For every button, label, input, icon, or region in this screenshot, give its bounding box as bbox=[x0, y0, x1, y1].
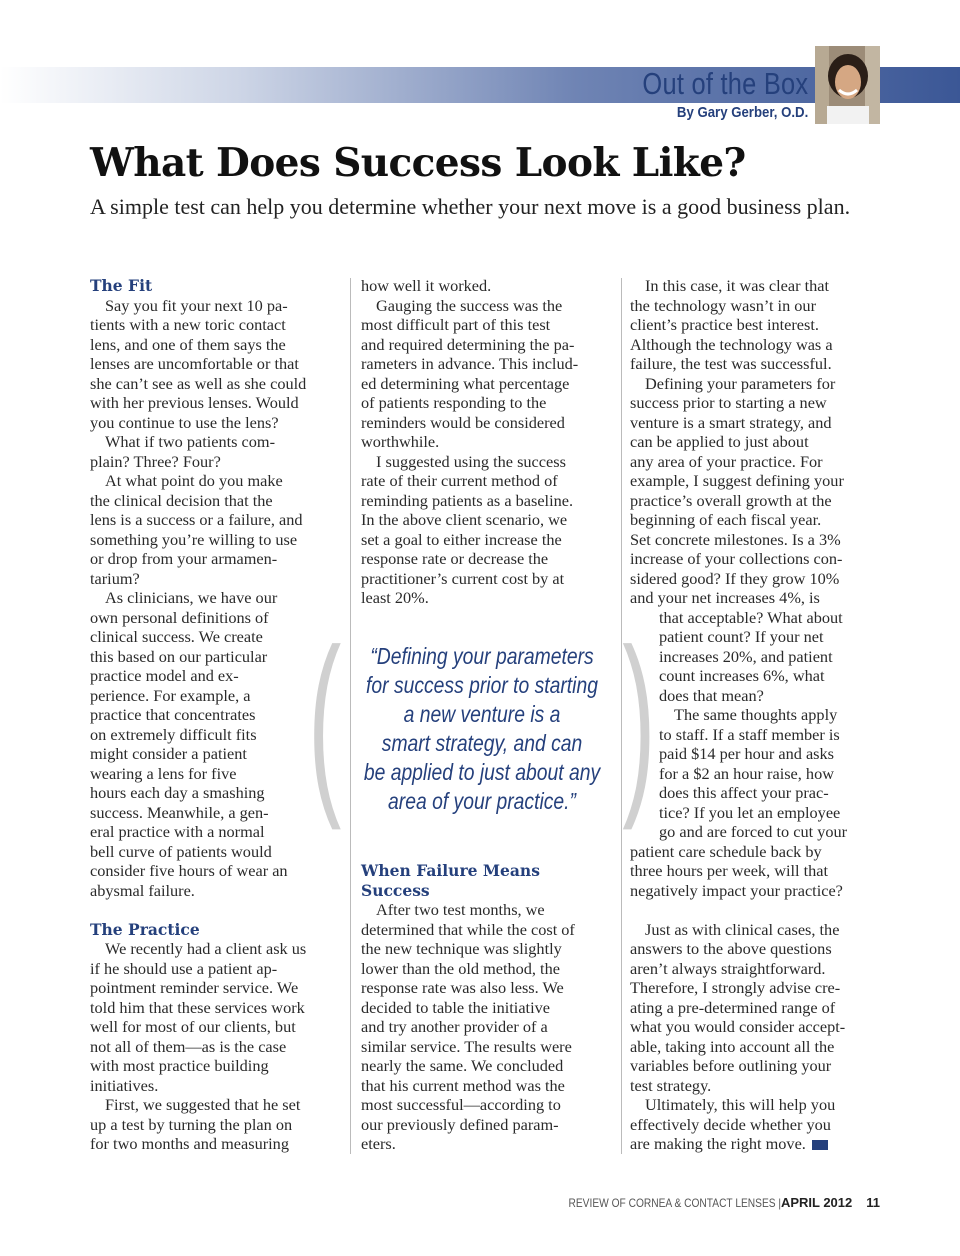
body-text-line: Although the technology was a bbox=[630, 334, 833, 354]
page-number: 11 bbox=[866, 1195, 880, 1210]
body-text-line: example, I suggest defining your bbox=[630, 471, 844, 490]
section-heading: When Failure Means bbox=[361, 861, 540, 880]
column-title: Out of the Box bbox=[642, 66, 808, 101]
article-deck: A simple test can help you determine whether your next move is a good business plan. bbox=[90, 194, 851, 219]
body-text-line: rate of their current method of bbox=[361, 471, 558, 490]
pull-quote-open-paren: ( bbox=[308, 608, 342, 831]
body-text-line: on extremely difficult fits bbox=[90, 724, 257, 744]
body-text-line: wearing a lens for five bbox=[90, 763, 237, 783]
body-text-line: hours each day a smashing bbox=[90, 783, 265, 802]
body-text-line: tients with a new toric contact bbox=[90, 315, 286, 334]
paragraph-gap bbox=[630, 900, 882, 920]
body-text-line: lens is a success or a failure, and bbox=[90, 510, 303, 529]
body-text-line: practice’s overall growth at the bbox=[630, 490, 832, 510]
paragraph-gap bbox=[90, 900, 340, 920]
body-text-line: of patients responding to the bbox=[361, 393, 547, 412]
pull-quote-line: “Defining your parameters bbox=[370, 643, 594, 669]
body-text-line: worthwhile. bbox=[361, 432, 440, 451]
body-text-line: answers to the above questions bbox=[630, 939, 832, 958]
body-text-line: lenses are uncomfortable or that bbox=[90, 354, 299, 373]
pull-quote-close-paren: ) bbox=[622, 608, 656, 831]
body-text-line: tice? If you let an employee bbox=[659, 802, 841, 822]
body-text-line: least 20%. bbox=[361, 588, 429, 607]
body-text-line: most difficult part of this test bbox=[361, 315, 551, 334]
body-text-line: venture is a smart strategy, and bbox=[630, 412, 832, 432]
body-text-line: failure, the test was successful. bbox=[630, 354, 832, 373]
body-text-line: Just as with clinical cases, the bbox=[645, 919, 840, 939]
body-text-line: initiatives. bbox=[90, 1075, 159, 1095]
body-text-line: response rate or decrease the bbox=[361, 549, 549, 568]
body-text-line: bell curve of patients would bbox=[90, 841, 272, 861]
body-text-line: At what point do you make bbox=[105, 471, 283, 490]
body-text-line: perience. For example, a bbox=[90, 685, 251, 705]
body-text-line: patient count? If your net bbox=[659, 627, 824, 646]
body-text-line: for two months and measuring bbox=[90, 1134, 289, 1153]
author-portrait-icon bbox=[815, 46, 880, 124]
body-text-line: eters. bbox=[361, 1134, 396, 1153]
body-text-line: practitioner’s current cost by at bbox=[361, 568, 565, 588]
body-text-line: increases 20%, and patient bbox=[659, 646, 833, 666]
body-text-line: any area of your practice. For bbox=[630, 451, 823, 471]
body-text-line: lens, and one of them says the bbox=[90, 334, 286, 354]
body-text-line: response rate was also less. We bbox=[361, 978, 564, 997]
body-text-line: sidered good? If they grow 10% bbox=[630, 568, 840, 588]
body-text-line: up a test by turning the plan on bbox=[90, 1114, 293, 1134]
body-text-line: with most practice building bbox=[90, 1056, 269, 1075]
body-text-line: ating a pre-determined range of bbox=[630, 997, 836, 1017]
body-text-line: if he should use a patient ap- bbox=[90, 958, 278, 978]
body-text-line: abysmal failure. bbox=[90, 880, 195, 900]
body-text-line: Therefore, I strongly advise cre- bbox=[630, 978, 841, 997]
body-text-line: success prior to starting a new bbox=[630, 393, 827, 412]
column-2-top bbox=[361, 276, 613, 608]
column-2-bottom bbox=[361, 861, 613, 1154]
pull-quote-line: area of your practice.” bbox=[388, 788, 576, 814]
body-text-line: plain? Three? Four? bbox=[90, 451, 221, 471]
body-text-line: effectively decide whether you bbox=[630, 1114, 831, 1134]
section-heading: The Fit bbox=[90, 276, 153, 295]
body-text-line: does this affect your prac- bbox=[659, 783, 829, 802]
body-text-line: most successful—according to bbox=[361, 1095, 561, 1114]
pull-quote-text bbox=[322, 642, 642, 816]
author-photo bbox=[815, 46, 880, 124]
pull-quote-line: for success prior to starting bbox=[366, 672, 598, 698]
body-text-line: she can’t see as well as she could bbox=[90, 373, 307, 393]
body-text-line: the new technique was slightly bbox=[361, 939, 562, 958]
body-text-line: well for most of our clients, but bbox=[90, 1017, 296, 1036]
body-text-line: you continue to use the lens? bbox=[90, 412, 279, 432]
body-text-line: that his current method was the bbox=[361, 1075, 565, 1095]
body-text-line: own personal definitions of bbox=[90, 607, 269, 627]
body-text-line: Ultimately, this will help you bbox=[645, 1095, 836, 1114]
footer-publication: REVIEW OF CORNEA & CONTACT LENSES | bbox=[568, 1196, 781, 1210]
body-text-line: our previously defined param- bbox=[361, 1114, 559, 1134]
body-text-line: that acceptable? What about bbox=[659, 607, 843, 627]
body-text-line: aren’t always straightforward. bbox=[630, 958, 826, 978]
section-heading: The Practice bbox=[90, 919, 200, 939]
body-text-line: and your net increases 4%, is bbox=[630, 588, 820, 607]
body-text-line: test strategy. bbox=[630, 1075, 712, 1095]
body-text-line: eral practice with a normal bbox=[90, 822, 265, 841]
body-text-line: with her previous lenses. Would bbox=[90, 393, 299, 412]
body-text-line: count increases 6%, what bbox=[659, 666, 825, 685]
section-heading: Success bbox=[361, 880, 430, 900]
body-text-line: lower than the old method, the bbox=[361, 958, 560, 978]
body-text-line: Defining your parameters for bbox=[645, 373, 836, 393]
body-text-line: variables before outlining your bbox=[630, 1056, 832, 1075]
body-text-line: three hours per week, will that bbox=[630, 861, 829, 880]
body-text-line: What if two patients com- bbox=[105, 432, 275, 451]
footer-date: APRIL 2012 bbox=[780, 1195, 853, 1210]
body-text-line: paid $14 per hour and asks bbox=[659, 744, 834, 763]
body-text-line: not all of them—as is the case bbox=[90, 1036, 287, 1056]
pull-quote-line: be applied to just about any bbox=[363, 759, 601, 785]
body-text-line: ed determining what percentage bbox=[361, 373, 570, 393]
column-1 bbox=[90, 276, 340, 1154]
body-text-line: patient care schedule back by bbox=[630, 841, 822, 861]
body-text-line: to staff. If a staff member is bbox=[659, 724, 840, 744]
pull-quote-line: smart strategy, and can bbox=[381, 730, 583, 756]
body-text-line: pointment reminder service. We bbox=[90, 978, 299, 997]
body-text-line: I suggested using the success bbox=[376, 451, 566, 471]
author-byline: By Gary Gerber, O.D. bbox=[676, 104, 808, 121]
body-text-line: something you’re willing to use bbox=[90, 529, 298, 549]
body-text-line: practice that concentrates bbox=[90, 705, 256, 724]
body-text-line: increase of your collections con- bbox=[630, 549, 843, 568]
body-text-line: practice model and ex- bbox=[90, 666, 239, 685]
body-text-line: set a goal to either increase the bbox=[361, 529, 562, 549]
body-text-line: We recently had a client ask us bbox=[105, 939, 307, 958]
body-text-line: the technology wasn’t in our bbox=[630, 295, 816, 315]
body-text-line: negatively impact your practice? bbox=[630, 880, 843, 900]
body-text-line: Set concrete milestones. Is a 3% bbox=[630, 529, 841, 549]
pull-quote-line: a new venture is a bbox=[403, 701, 561, 727]
body-text-line: rameters in advance. This includ- bbox=[361, 354, 579, 373]
body-text-line: does that mean? bbox=[659, 685, 764, 705]
body-text-line: As clinicians, we have our bbox=[105, 588, 278, 607]
body-text-line: determined that while the cost of bbox=[361, 919, 575, 939]
body-text-line: for a $2 an hour raise, how bbox=[659, 763, 834, 783]
body-text-line: the clinical decision that the bbox=[90, 490, 273, 510]
body-text-line: decided to table the initiative bbox=[361, 997, 550, 1017]
body-text-line: tarium? bbox=[90, 568, 140, 588]
body-text-end: are making the right move. bbox=[630, 1134, 806, 1153]
body-text-line: told him that these services work bbox=[90, 997, 305, 1017]
body-text-line: might consider a patient bbox=[90, 744, 247, 763]
body-text-line: and required determining the pa- bbox=[361, 334, 575, 354]
end-of-article-icon bbox=[812, 1140, 828, 1150]
article-headline: What Does Success Look Like? bbox=[90, 140, 746, 186]
body-text-line: can be applied to just about bbox=[630, 432, 809, 451]
body-text-line: reminding patients as a baseline. bbox=[361, 490, 574, 510]
body-text-line: similar service. The results were bbox=[361, 1036, 572, 1056]
body-text-line: Gauging the success was the bbox=[376, 295, 563, 315]
body-text-line: Say you fit your next 10 pa- bbox=[105, 295, 288, 315]
body-text-line: this based on our particular bbox=[90, 646, 268, 666]
column-3 bbox=[630, 276, 882, 1154]
body-text-line: The same thoughts apply bbox=[674, 705, 838, 724]
body-text-line: or drop from your armamen- bbox=[90, 549, 278, 568]
body-text-line: client’s practice best interest. bbox=[630, 315, 819, 334]
body-text-line: In the above client scenario, we bbox=[361, 510, 568, 529]
body-text-line: reminders would be considered bbox=[361, 412, 565, 432]
body-text-line: consider five hours of wear an bbox=[90, 861, 288, 880]
page-footer bbox=[531, 1195, 880, 1210]
body-text-line: After two test months, we bbox=[376, 900, 545, 919]
pull-quote bbox=[308, 608, 656, 831]
body-text-line: success. Meanwhile, a gen- bbox=[90, 802, 269, 822]
body-text-line: go and are forced to cut your bbox=[659, 822, 848, 841]
body-text-line: and try another provider of a bbox=[361, 1017, 548, 1036]
body-text-line: able, taking into account all the bbox=[630, 1036, 835, 1056]
body-text-line bbox=[630, 1134, 882, 1154]
body-text-line: clinical success. We create bbox=[90, 627, 263, 646]
body-text-line: First, we suggested that he set bbox=[105, 1095, 301, 1114]
body-text-line: what you would consider accept- bbox=[630, 1017, 846, 1036]
body-text-line: how well it worked. bbox=[361, 276, 492, 295]
body-text-line: beginning of each fiscal year. bbox=[630, 510, 822, 529]
body-text-line: nearly the same. We concluded bbox=[361, 1056, 564, 1075]
body-text-line: In this case, it was clear that bbox=[645, 276, 829, 295]
